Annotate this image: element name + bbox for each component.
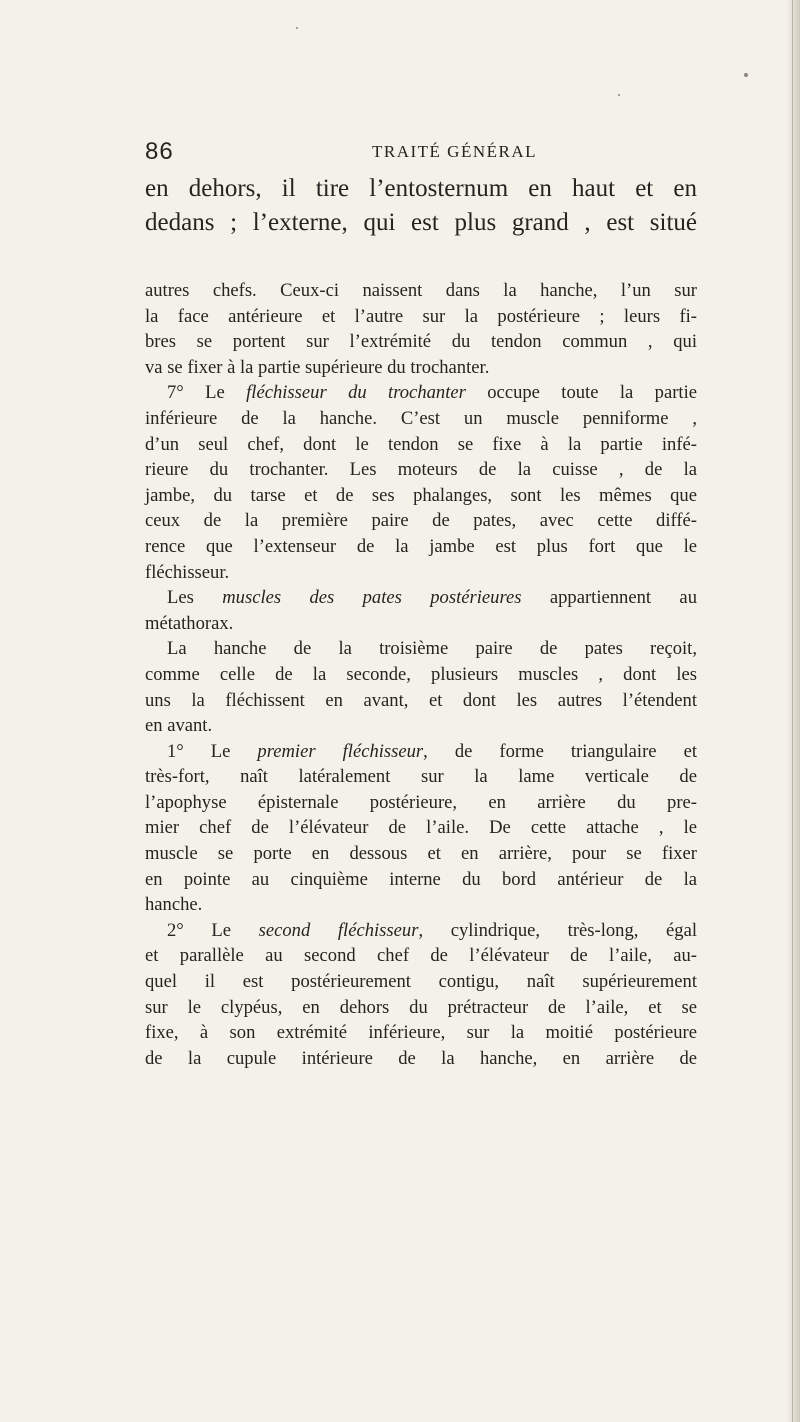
page-number: 86 — [145, 138, 174, 165]
text-run: , cylindrique, très-long, égal — [418, 919, 698, 941]
text-line: l’apophyse épisternale postérieure, en arrière du pre- — [145, 791, 697, 813]
text-run: 2° Le — [167, 919, 259, 941]
speck — [296, 27, 298, 29]
text-line: bres se portent sur l’extrémité du tendon commun , qui — [145, 331, 697, 353]
text-run: Les — [167, 587, 223, 609]
page-header — [145, 138, 645, 168]
text-line: en dehors, il tire l’entosternum en haut et en — [145, 175, 697, 202]
text-line: en avant. — [145, 715, 213, 737]
running-title: TRAITÉ GÉNÉRAL — [372, 142, 538, 161]
body-text — [145, 278, 697, 1071]
text-line — [145, 918, 697, 944]
text-line: la face antérieure et l’autre sur la postérieure ; leurs fi- — [145, 305, 697, 327]
text-line: jambe, du tarse et de ses phalanges, sont les mêmes que — [145, 484, 697, 506]
text-run: 1° Le — [167, 740, 258, 762]
text-line: fléchisseur. — [145, 561, 230, 583]
text-line — [145, 739, 697, 765]
text-line: sur le clypéus, en dehors du prétracteur de l’aile, et se — [145, 996, 697, 1018]
page-edge-line — [792, 0, 793, 1422]
text-line: fixe, à son extrémité inférieure, sur la moitié postérieure — [145, 1022, 697, 1044]
text-line: rieure du trochanter. Les moteurs de la cuisse , de la — [145, 459, 697, 481]
text-line: ceux de la première paire de pates, avec cette diffé- — [145, 510, 697, 532]
text-line: et parallèle au second chef de l’élévateur de l’aile, au- — [145, 945, 697, 967]
speck — [744, 73, 748, 77]
text-line: d’un seul chef, dont le tendon se fixe à la partie infé- — [145, 433, 697, 455]
muscle-name: fléchisseur du trochanter — [246, 382, 466, 404]
text-line: mier chef de l’élévateur de l’aile. De cette attache , le — [145, 817, 697, 839]
text-line: dedans ; l’externe, qui est plus grand , est situé — [145, 209, 697, 236]
muscle-name: muscles des pates postérieures — [222, 587, 522, 609]
text-line — [145, 585, 697, 611]
text-line: uns la fléchissent en avant, et dont les autres l’étendent — [145, 689, 697, 711]
continued-text-block — [145, 172, 697, 240]
speck — [618, 94, 620, 96]
text-run: occupe toute la partie — [465, 382, 698, 404]
text-run: 7° Le — [167, 382, 247, 404]
text-line: autres chefs. Ceux-ci naissent dans la hanche, l’un sur — [145, 280, 697, 301]
text-line: muscle se porte en dessous et en arrière, pour se fixer — [145, 843, 697, 865]
text-line: rence que l’extenseur de la jambe est plus fort que le — [145, 535, 697, 557]
text-line: de la cupule intérieure de la hanche, en arrière de — [145, 1047, 697, 1069]
text-line: va se fixer à la partie supérieure du trochanter. — [145, 356, 490, 378]
muscle-name: premier fléchisseur — [257, 740, 424, 762]
text-line: métathorax. — [145, 612, 234, 634]
muscle-name: second fléchisseur — [258, 919, 419, 941]
text-run: appartiennent au — [521, 587, 697, 609]
text-line: hanche. — [145, 894, 203, 916]
page-edge-shadow — [786, 0, 800, 1422]
text-line: inférieure de la hanche. C’est un muscle penniforme , — [145, 407, 697, 429]
text-line: La hanche de la troisième paire de pates reçoit, — [167, 638, 697, 660]
text-line: comme celle de la seconde, plusieurs muscles , dont les — [145, 663, 697, 685]
text-line: quel il est postérieurement contigu, naît supérieurement — [145, 971, 697, 993]
text-run: , de forme triangulaire et — [423, 740, 697, 762]
text-line: en pointe au cinquième interne du bord antérieur de la — [145, 868, 697, 890]
text-line — [145, 380, 697, 406]
text-line: très-fort, naît latéralement sur la lame verticale de — [145, 766, 697, 788]
